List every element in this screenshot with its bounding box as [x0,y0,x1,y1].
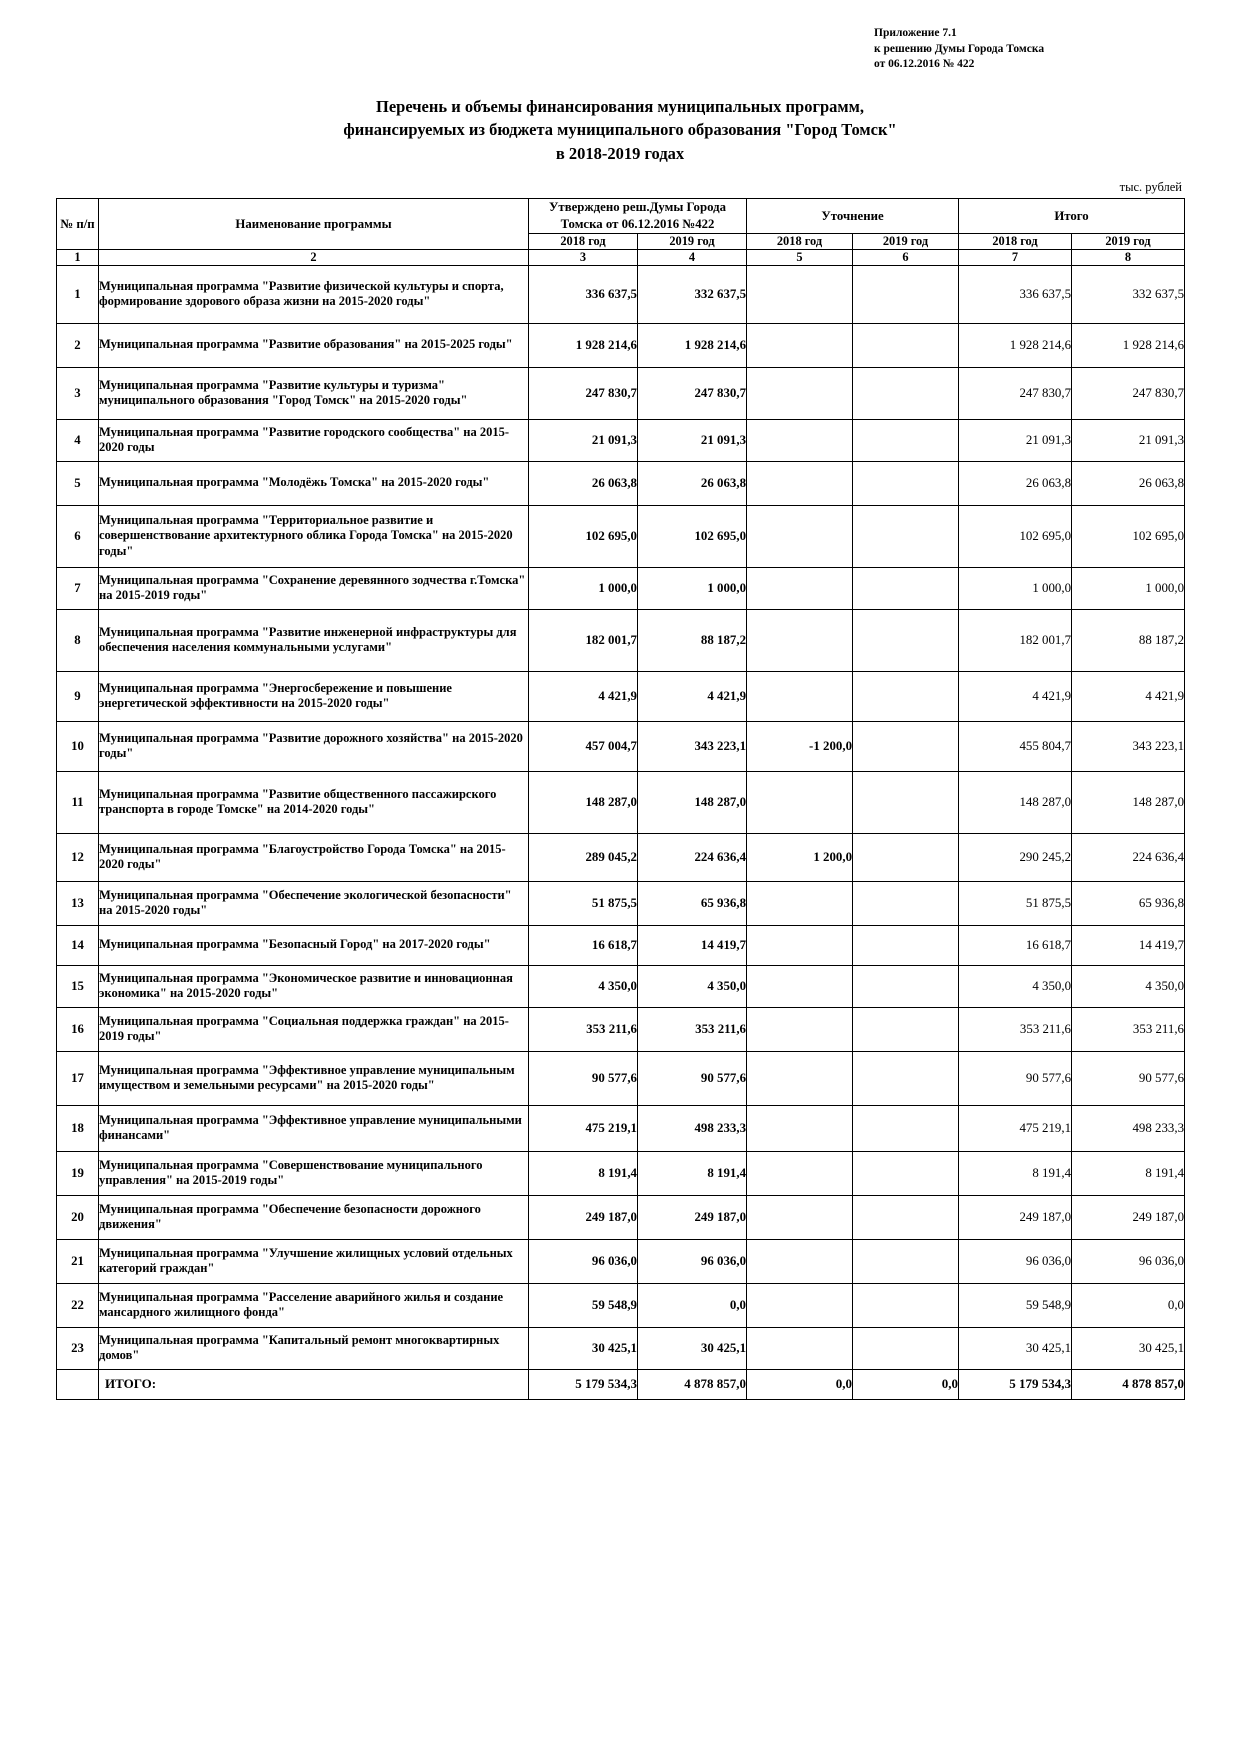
row-approved-2018: 51 875,5 [529,881,638,925]
row-total-2018: 30 425,1 [959,1327,1072,1369]
table-row [57,965,1185,1007]
appendix-line-2: к решению Думы Города Томска [874,42,1045,55]
row-total-2018: 182 001,7 [959,609,1072,671]
row-adjustment-2019 [853,965,959,1007]
row-adjustment-2019 [853,1051,959,1105]
appendix-line-1: Приложение 7.1 [874,27,957,39]
row-approved-2018: 475 219,1 [529,1105,638,1151]
total-number [57,1369,99,1399]
header-program-name: Наименование программы [99,199,529,249]
row-total-2018: 51 875,5 [959,881,1072,925]
appendix-line-3: от 06.12.2016 № 422 [874,58,975,71]
row-program-name: Муниципальная программа "Социальная поддержка граждан" на 2015-2019 годы" [99,1007,529,1051]
row-total-2018: 290 245,2 [959,833,1072,881]
table-row [57,367,1185,419]
row-total-2018: 247 830,7 [959,367,1072,419]
row-total-2018: 96 036,0 [959,1239,1072,1283]
row-approved-2019: 1 000,0 [638,567,747,609]
row-number: 19 [57,1151,99,1195]
row-approved-2018: 249 187,0 [529,1195,638,1239]
table-row [57,265,1185,323]
row-total-2019: 498 233,3 [1072,1105,1185,1151]
row-adjustment-2018 [747,265,853,323]
row-adjustment-2019 [853,323,959,367]
row-program-name: Муниципальная программа "Энергосбережение и повышение энергетической эффективности на 2015-2020 годы" [99,671,529,721]
row-program-name: Муниципальная программа "Сохранение деревянного зодчества г.Томска" на 2015-2019 годы" [99,567,529,609]
row-adjustment-2018 [747,1105,853,1151]
row-number: 18 [57,1105,99,1151]
row-program-name: Муниципальная программа "Совершенствование муниципального управления" на 2015-2019 годы" [99,1151,529,1195]
row-adjustment-2019 [853,925,959,965]
row-number: 22 [57,1283,99,1327]
row-number: 17 [57,1051,99,1105]
row-adjustment-2018 [747,461,853,505]
colnum-4: 4 [638,249,747,265]
row-total-2019: 14 419,7 [1072,925,1185,965]
row-approved-2018: 8 191,4 [529,1151,638,1195]
row-adjustment-2019 [853,1327,959,1369]
colnum-8: 8 [1072,249,1185,265]
table-row [57,419,1185,461]
row-adjustment-2019 [853,1007,959,1051]
row-approved-2018: 353 211,6 [529,1007,638,1051]
row-approved-2018: 16 618,7 [529,925,638,965]
row-total-2018: 102 695,0 [959,505,1072,567]
row-approved-2019: 343 223,1 [638,721,747,771]
row-number: 6 [57,505,99,567]
header-adjustment-2019: 2019 год [853,233,959,249]
row-approved-2018: 336 637,5 [529,265,638,323]
row-program-name: Муниципальная программа "Экономическое развитие и инновационная экономика" на 2015-2020 годы" [99,965,529,1007]
row-approved-2019: 498 233,3 [638,1105,747,1151]
row-adjustment-2018 [747,1151,853,1195]
row-adjustment-2018 [747,1283,853,1327]
table-row [57,567,1185,609]
row-number: 21 [57,1239,99,1283]
colnum-2: 2 [99,249,529,265]
row-total-2018: 1 928 214,6 [959,323,1072,367]
row-number: 23 [57,1327,99,1369]
row-program-name: Муниципальная программа "Благоустройство Города Томска" на 2015-2020 годы" [99,833,529,881]
table-row [57,1283,1185,1327]
table-row [57,881,1185,925]
row-approved-2018: 4 350,0 [529,965,638,1007]
row-adjustment-2018 [747,367,853,419]
row-total-2019: 332 637,5 [1072,265,1185,323]
row-approved-2019: 96 036,0 [638,1239,747,1283]
total-approved-2019: 4 878 857,0 [638,1369,747,1399]
row-number: 4 [57,419,99,461]
row-program-name: Муниципальная программа "Территориальное развитие и совершенствование архитектурного облика Города Томска" на 2015-2020 годы" [99,505,529,567]
row-total-2019: 4 350,0 [1072,965,1185,1007]
row-number: 8 [57,609,99,671]
row-adjustment-2018 [747,323,853,367]
row-total-2018: 26 063,8 [959,461,1072,505]
row-number: 9 [57,671,99,721]
row-adjustment-2018: -1 200,0 [747,721,853,771]
row-approved-2019: 332 637,5 [638,265,747,323]
row-approved-2018: 96 036,0 [529,1239,638,1283]
header-total: Итого [959,199,1185,233]
row-total-2018: 21 091,3 [959,419,1072,461]
table-column-numbers-row [57,249,1185,265]
row-total-2019: 26 063,8 [1072,461,1185,505]
row-approved-2018: 289 045,2 [529,833,638,881]
row-adjustment-2019 [853,419,959,461]
row-number: 11 [57,771,99,833]
table-row [57,925,1185,965]
row-program-name: Муниципальная программа "Молодёжь Томска" на 2015-2020 годы" [99,461,529,505]
row-number: 3 [57,367,99,419]
row-approved-2019: 148 287,0 [638,771,747,833]
row-adjustment-2018 [747,1007,853,1051]
row-total-2018: 4 421,9 [959,671,1072,721]
row-approved-2018: 1 000,0 [529,567,638,609]
row-program-name: Муниципальная программа "Развитие физической культуры и спорта, формирование здорового образа жизни на 2015-2020 годы" [99,265,529,323]
row-adjustment-2018 [747,505,853,567]
row-adjustment-2019 [853,671,959,721]
row-program-name: Муниципальная программа "Эффективное управление муниципальными финансами" [99,1105,529,1151]
row-program-name: Муниципальная программа "Обеспечение экологической безопасности" на 2015-2020 годы" [99,881,529,925]
row-number: 5 [57,461,99,505]
table-header-row [57,199,1185,233]
row-total-2019: 353 211,6 [1072,1007,1185,1051]
row-total-2019: 90 577,6 [1072,1051,1185,1105]
row-approved-2019: 0,0 [638,1283,747,1327]
row-total-2019: 4 421,9 [1072,671,1185,721]
row-total-2019: 8 191,4 [1072,1151,1185,1195]
row-program-name: Муниципальная программа "Развитие городского сообщества" на 2015-2020 годы [99,419,529,461]
row-adjustment-2018 [747,609,853,671]
row-approved-2018: 59 548,9 [529,1283,638,1327]
row-approved-2018: 102 695,0 [529,505,638,567]
table-row [57,461,1185,505]
row-number: 10 [57,721,99,771]
row-total-2018: 455 804,7 [959,721,1072,771]
title-line-2: финансируемых из бюджета муниципального образования "Город Томск" [343,120,897,140]
table-row [57,505,1185,567]
row-approved-2019: 4 421,9 [638,671,747,721]
row-total-2019: 247 830,7 [1072,367,1185,419]
row-total-2019: 21 091,3 [1072,419,1185,461]
row-adjustment-2019 [853,833,959,881]
units-label: тыс. рублей [1119,180,1182,195]
row-adjustment-2019 [853,721,959,771]
row-total-2019: 88 187,2 [1072,609,1185,671]
row-total-2018: 59 548,9 [959,1283,1072,1327]
row-approved-2019: 247 830,7 [638,367,747,419]
row-total-2019: 0,0 [1072,1283,1185,1327]
row-program-name: Муниципальная программа "Развитие образования" на 2015-2025 годы" [99,323,529,367]
row-adjustment-2018 [747,1327,853,1369]
row-number: 2 [57,323,99,367]
row-adjustment-2019 [853,567,959,609]
row-approved-2018: 1 928 214,6 [529,323,638,367]
row-total-2018: 353 211,6 [959,1007,1072,1051]
header-approved-2019: 2019 год [638,233,747,249]
total-total-2019: 4 878 857,0 [1072,1369,1185,1399]
row-number: 20 [57,1195,99,1239]
row-approved-2018: 4 421,9 [529,671,638,721]
row-program-name: Муниципальная программа "Развитие культуры и туризма" муниципального образования "Город Томск" на 2015-2020 годы" [99,367,529,419]
row-adjustment-2018 [747,881,853,925]
header-total-2018: 2018 год [959,233,1072,249]
row-number: 13 [57,881,99,925]
header-num: № п/п [57,199,99,249]
row-program-name: Муниципальная программа "Безопасный Город" на 2017-2020 годы" [99,925,529,965]
row-program-name: Муниципальная программа "Капитальный ремонт многоквартирных домов" [99,1327,529,1369]
row-adjustment-2019 [853,1195,959,1239]
table-body [57,265,1185,1399]
table-row [57,771,1185,833]
table-row [57,1105,1185,1151]
row-total-2018: 16 618,7 [959,925,1072,965]
row-total-2018: 249 187,0 [959,1195,1072,1239]
row-adjustment-2019 [853,771,959,833]
row-program-name: Муниципальная программа "Развитие общественного пассажирского транспорта в городе Томске" на 2014-2020 годы" [99,771,529,833]
row-total-2018: 336 637,5 [959,265,1072,323]
row-adjustment-2018 [747,1195,853,1239]
row-total-2018: 1 000,0 [959,567,1072,609]
table-row [57,1051,1185,1105]
colnum-1: 1 [57,249,99,265]
row-total-2018: 4 350,0 [959,965,1072,1007]
row-number: 15 [57,965,99,1007]
row-adjustment-2019 [853,1105,959,1151]
row-adjustment-2018: 1 200,0 [747,833,853,881]
header-total-2019: 2019 год [1072,233,1185,249]
colnum-3: 3 [529,249,638,265]
header-adjustment-2018: 2018 год [747,233,853,249]
row-total-2019: 1 000,0 [1072,567,1185,609]
row-approved-2019: 249 187,0 [638,1195,747,1239]
row-approved-2019: 8 191,4 [638,1151,747,1195]
row-approved-2018: 247 830,7 [529,367,638,419]
total-total-2018: 5 179 534,3 [959,1369,1072,1399]
row-adjustment-2019 [853,609,959,671]
total-adjustment-2019: 0,0 [853,1369,959,1399]
table-row [57,721,1185,771]
row-total-2018: 148 287,0 [959,771,1072,833]
appendix-reference [874,26,1214,73]
colnum-5: 5 [747,249,853,265]
page-title [56,95,1184,167]
row-total-2019: 65 936,8 [1072,881,1185,925]
row-number: 7 [57,567,99,609]
row-approved-2019: 1 928 214,6 [638,323,747,367]
colnum-7: 7 [959,249,1072,265]
row-program-name: Муниципальная программа "Эффективное управление муниципальным имуществом и земельными ресурсами" на 2015-2020 годы" [99,1051,529,1105]
row-approved-2018: 457 004,7 [529,721,638,771]
row-adjustment-2019 [853,505,959,567]
row-approved-2019: 14 419,7 [638,925,747,965]
row-approved-2019: 21 091,3 [638,419,747,461]
row-adjustment-2019 [853,1283,959,1327]
row-total-2018: 8 191,4 [959,1151,1072,1195]
row-approved-2019: 65 936,8 [638,881,747,925]
row-adjustment-2018 [747,771,853,833]
colnum-6: 6 [853,249,959,265]
table-row [57,833,1185,881]
row-approved-2018: 182 001,7 [529,609,638,671]
row-number: 1 [57,265,99,323]
row-number: 14 [57,925,99,965]
row-adjustment-2019 [853,1151,959,1195]
total-approved-2018: 5 179 534,3 [529,1369,638,1399]
row-approved-2018: 30 425,1 [529,1327,638,1369]
row-adjustment-2018 [747,567,853,609]
row-approved-2018: 90 577,6 [529,1051,638,1105]
table-row [57,609,1185,671]
row-total-2019: 148 287,0 [1072,771,1185,833]
total-adjustment-2018: 0,0 [747,1369,853,1399]
row-adjustment-2019 [853,461,959,505]
row-approved-2019: 88 187,2 [638,609,747,671]
row-adjustment-2018 [747,965,853,1007]
programs-funding-table [56,198,1185,1399]
row-number: 16 [57,1007,99,1051]
row-adjustment-2018 [747,671,853,721]
table-row [57,323,1185,367]
row-program-name: Муниципальная программа "Расселение аварийного жилья и создание мансардного жилищного фонда" [99,1283,529,1327]
header-approved-2018: 2018 год [529,233,638,249]
table-row [57,1239,1185,1283]
title-line-1: Перечень и объемы финансирования муниципальных программ, [375,96,865,116]
row-approved-2019: 353 211,6 [638,1007,747,1051]
row-total-2019: 30 425,1 [1072,1327,1185,1369]
row-number: 12 [57,833,99,881]
row-approved-2019: 4 350,0 [638,965,747,1007]
row-approved-2019: 26 063,8 [638,461,747,505]
table-row [57,1195,1185,1239]
row-approved-2019: 102 695,0 [638,505,747,567]
row-total-2019: 224 636,4 [1072,833,1185,881]
row-adjustment-2019 [853,881,959,925]
row-adjustment-2019 [853,367,959,419]
row-program-name: Муниципальная программа "Развитие дорожного хозяйства" на 2015-2020 годы" [99,721,529,771]
row-adjustment-2018 [747,1051,853,1105]
row-adjustment-2019 [853,265,959,323]
row-approved-2018: 21 091,3 [529,419,638,461]
row-approved-2019: 224 636,4 [638,833,747,881]
row-total-2019: 249 187,0 [1072,1195,1185,1239]
table-row [57,671,1185,721]
row-program-name: Муниципальная программа "Обеспечение безопасности дорожного движения" [99,1195,529,1239]
row-total-2019: 1 928 214,6 [1072,323,1185,367]
row-approved-2019: 90 577,6 [638,1051,747,1105]
row-adjustment-2018 [747,925,853,965]
row-total-2019: 102 695,0 [1072,505,1185,567]
row-approved-2018: 26 063,8 [529,461,638,505]
title-line-3: в 2018-2019 годах [555,144,685,164]
row-approved-2018: 148 287,0 [529,771,638,833]
row-approved-2019: 30 425,1 [638,1327,747,1369]
row-adjustment-2018 [747,419,853,461]
header-approved: Утверждено реш.Думы Города Томска от 06.12.2016 №422 [529,199,747,233]
table-total-row [57,1369,1185,1399]
table-row [57,1151,1185,1195]
row-program-name: Муниципальная программа "Улучшение жилищных условий отдельных категорий граждан" [99,1239,529,1283]
row-total-2018: 90 577,6 [959,1051,1072,1105]
row-total-2019: 343 223,1 [1072,721,1185,771]
header-adjustment: Уточнение [747,199,959,233]
table-row [57,1327,1185,1369]
row-program-name: Муниципальная программа "Развитие инженерной инфраструктуры для обеспечения населения коммунальными услугами" [99,609,529,671]
table-row [57,1007,1185,1051]
row-adjustment-2018 [747,1239,853,1283]
row-total-2019: 96 036,0 [1072,1239,1185,1283]
row-adjustment-2019 [853,1239,959,1283]
row-total-2018: 475 219,1 [959,1105,1072,1151]
total-label: ИТОГО: [99,1369,529,1399]
